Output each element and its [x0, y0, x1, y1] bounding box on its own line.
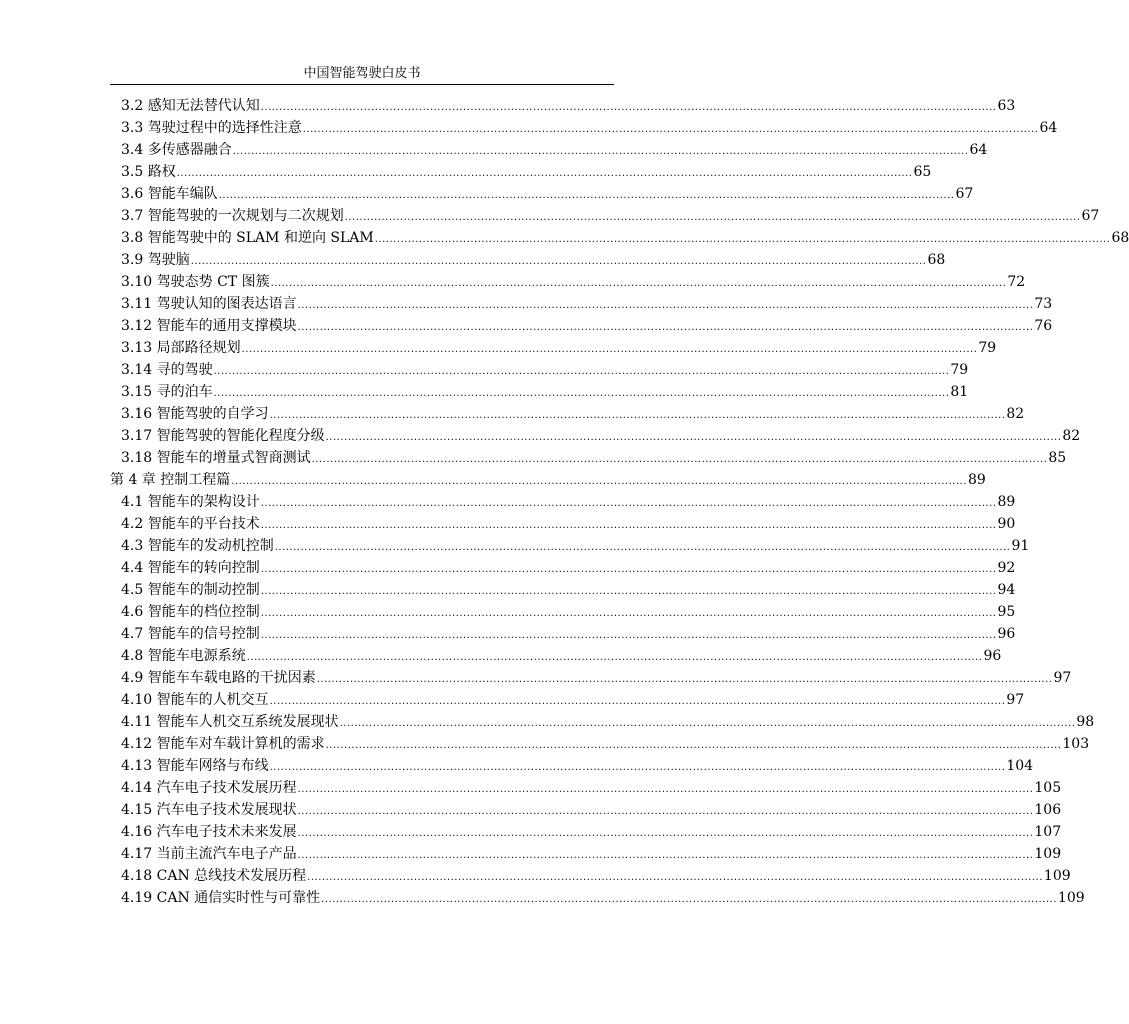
toc-entry[interactable] — [121, 227, 1129, 249]
toc-entry-page: 68 — [927, 252, 946, 268]
toc-entry[interactable] — [121, 843, 1062, 865]
running-header: 中国智能驾驶白皮书 — [303, 66, 421, 81]
toc-entry-title: 4.10 智能车的人机交互 — [121, 692, 269, 708]
toc-leader-dots: ........................................................................................................................................................................................................ — [325, 432, 1062, 443]
toc-entry[interactable] — [121, 799, 1062, 821]
toc-entry[interactable] — [121, 667, 1072, 689]
toc-entry-page: 67 — [1081, 208, 1100, 224]
toc-entry-page: 64 — [1039, 120, 1058, 136]
toc-leader-dots: ........................................................................................................................................................................................................ — [297, 322, 1034, 333]
toc-entry[interactable] — [121, 777, 1062, 799]
toc-entry[interactable] — [121, 491, 1016, 513]
toc-entry-title: 4.8 智能车电源系统 — [121, 648, 246, 664]
toc-leader-dots: ........................................................................................................................................................................................................ — [218, 190, 955, 201]
toc-leader-dots: ........................................................................................................................................................................................................ — [297, 784, 1034, 795]
toc-leader-dots: ........................................................................................................................................................................................................ — [316, 674, 1053, 685]
toc-entry-page: 104 — [1006, 758, 1034, 774]
toc-entry[interactable] — [121, 293, 1053, 315]
toc-entry-page: 73 — [1034, 296, 1053, 312]
toc-leader-dots: ........................................................................................................................................................................................................ — [213, 388, 950, 399]
toc-entry-page: 82 — [1006, 406, 1025, 422]
toc-entry-title: 3.2 感知无法替代认知 — [121, 98, 260, 114]
toc-entry[interactable] — [121, 821, 1062, 843]
toc-entry[interactable] — [121, 711, 1095, 733]
toc-entry[interactable] — [121, 403, 1025, 425]
toc-entry[interactable] — [121, 733, 1090, 755]
toc-leader-dots: ........................................................................................................................................................................................................ — [321, 894, 1057, 905]
toc-entry-title: 4.16 汽车电子技术未来发展 — [121, 824, 297, 840]
toc-entry-title: 3.11 驾驶认知的图表达语言 — [121, 296, 297, 312]
toc-leader-dots: ........................................................................................................................................................................................................ — [297, 300, 1034, 311]
toc-leader-dots: ........................................................................................................................................................................................................ — [344, 212, 1081, 223]
toc-entry-page: 90 — [997, 516, 1016, 532]
toc-entry-title: 4.7 智能车的信号控制 — [121, 626, 260, 642]
toc-leader-dots: ........................................................................................................................................................................................................ — [307, 872, 1043, 883]
toc-entry-title: 3.16 智能驾驶的自学习 — [121, 406, 269, 422]
toc-entry-title: 3.10 驾驶态势 CT 图簇 — [121, 274, 270, 290]
toc-entry-title: 4.15 汽车电子技术发展现状 — [121, 802, 297, 818]
toc-entry[interactable] — [121, 755, 1034, 777]
toc-entry-title: 3.18 智能车的增量式智商测试 — [121, 450, 311, 466]
toc-entry-title: 3.13 局部路径规划 — [121, 340, 241, 356]
toc-entry-title: 4.3 智能车的发动机控制 — [121, 538, 274, 554]
toc-entry[interactable] — [121, 271, 1026, 293]
header-rule — [110, 84, 614, 85]
toc-entry-page: 72 — [1007, 274, 1026, 290]
toc-entry-page: 63 — [997, 98, 1016, 114]
toc-leader-dots: ........................................................................................................................................................................................................ — [311, 454, 1048, 465]
toc-entry-page: 95 — [997, 604, 1016, 620]
toc-entry-title: 3.8 智能驾驶中的 SLAM 和逆向 SLAM — [121, 230, 374, 246]
toc-entry[interactable] — [121, 315, 1053, 337]
toc-entry-page: 82 — [1062, 428, 1081, 444]
toc-leader-dots: ........................................................................................................................................................................................................ — [269, 762, 1006, 773]
toc-entry[interactable] — [121, 887, 1085, 909]
toc-leader-dots: ........................................................................................................................................................................................................ — [297, 806, 1034, 817]
toc-entry[interactable] — [121, 645, 1002, 667]
toc-entry-page: 65 — [913, 164, 932, 180]
toc-entry-page: 92 — [997, 560, 1016, 576]
toc-entry-page: 67 — [955, 186, 974, 202]
toc-entry-title: 3.14 寻的驾驶 — [121, 362, 213, 378]
toc-entry-page: 105 — [1034, 780, 1062, 796]
toc-entry[interactable] — [121, 535, 1030, 557]
toc-entry[interactable] — [121, 557, 1016, 579]
toc-entry[interactable] — [121, 447, 1067, 469]
toc-entry-page: 79 — [950, 362, 969, 378]
toc-entry[interactable] — [121, 183, 974, 205]
toc-leader-dots: ........................................................................................................................................................................................................ — [269, 410, 1006, 421]
toc-entry-title: 4.6 智能车的档位控制 — [121, 604, 260, 620]
toc-entry-page: 109 — [1043, 868, 1071, 884]
toc-entry-title: 3.12 智能车的通用支撑模块 — [121, 318, 297, 334]
toc-entry-page: 98 — [1076, 714, 1095, 730]
toc-entry-page: 79 — [978, 340, 997, 356]
toc-leader-dots: ........................................................................................................................................................................................................ — [270, 278, 1007, 289]
toc-leader-dots: ........................................................................................................................................................................................................ — [260, 520, 997, 531]
toc-leader-dots: ........................................................................................................................................................................................................ — [260, 586, 997, 597]
toc-entry-title: 4.13 智能车网络与布线 — [121, 758, 269, 774]
toc-entry[interactable] — [121, 139, 988, 161]
toc-entry-title: 3.3 驾驶过程中的选择性注意 — [121, 120, 302, 136]
toc-leader-dots: ........................................................................................................................................................................................................ — [274, 542, 1011, 553]
toc-entry[interactable] — [121, 601, 1016, 623]
toc-entry-title: 4.11 智能车人机交互系统发展现状 — [121, 714, 339, 730]
toc-entry-title: 3.17 智能驾驶的智能化程度分级 — [121, 428, 325, 444]
toc-entry[interactable] — [121, 513, 1016, 535]
toc-entry-title: 4.1 智能车的架构设计 — [121, 494, 260, 510]
toc-leader-dots: ........................................................................................................................................................................................................ — [241, 344, 978, 355]
toc-leader-dots: ........................................................................................................................................................................................................ — [269, 696, 1006, 707]
toc-leader-dots: ........................................................................................................................................................................................................ — [302, 124, 1039, 135]
toc-leader-dots: ........................................................................................................................................................................................................ — [260, 564, 997, 575]
toc-entry-page: 89 — [968, 472, 986, 488]
toc-entry-title: 4.18 CAN 总线技术发展历程 — [121, 868, 307, 884]
toc-entry-title: 3.7 智能驾驶的一次规划与二次规划 — [121, 208, 344, 224]
toc-entry[interactable] — [121, 337, 997, 359]
toc-entry-title: 4.5 智能车的制动控制 — [121, 582, 260, 598]
toc-entry[interactable] — [121, 205, 1100, 227]
toc-entry[interactable] — [121, 579, 1016, 601]
toc-entry-page: 89 — [997, 494, 1016, 510]
toc-entry-title: 4.17 当前主流汽车电子产品 — [121, 846, 297, 862]
toc-entry-page: 106 — [1034, 802, 1062, 818]
toc-leader-dots: ........................................................................................................................................................................................................ — [260, 608, 997, 619]
toc-entry[interactable] — [121, 623, 1016, 645]
toc-entry-page: 96 — [983, 648, 1002, 664]
toc-entry[interactable] — [121, 689, 1025, 711]
toc-leader-dots: ........................................................................................................................................................................................................ — [374, 234, 1111, 245]
toc-entry[interactable] — [121, 117, 1058, 139]
toc-entry[interactable] — [121, 381, 969, 403]
toc-entry-title: 3.15 寻的泊车 — [121, 384, 213, 400]
toc-entry-title: 4.2 智能车的平台技术 — [121, 516, 260, 532]
toc-entry[interactable] — [121, 95, 1016, 117]
toc-entry-title: 4.14 汽车电子技术发展历程 — [121, 780, 297, 796]
toc-leader-dots: ........................................................................................................................................................................................................ — [325, 740, 1062, 751]
toc-leader-dots: ........................................................................................................................................................................................................ — [231, 476, 968, 487]
toc-entry-title: 3.4 多传感器融合 — [121, 142, 232, 158]
toc-entry-page: 109 — [1034, 846, 1062, 862]
toc-leader-dots: ........................................................................................................................................................................................................ — [339, 718, 1076, 729]
toc-leader-dots: ........................................................................................................................................................................................................ — [246, 652, 983, 663]
toc-entry-title: 3.5 路权 — [121, 164, 176, 180]
toc-leader-dots: ........................................................................................................................................................................................................ — [260, 102, 997, 113]
toc-entry[interactable] — [121, 865, 1071, 887]
toc-entry-page: 96 — [997, 626, 1016, 642]
toc-leader-dots: ........................................................................................................................................................................................................ — [190, 256, 927, 267]
toc-leader-dots: ........................................................................................................................................................................................................ — [232, 146, 969, 157]
toc-entry-page: 81 — [950, 384, 969, 400]
toc-entry[interactable] — [121, 161, 932, 183]
toc-leader-dots: ........................................................................................................................................................................................................ — [176, 168, 913, 179]
toc-entry-page: 91 — [1011, 538, 1030, 554]
toc-entry-title: 4.9 智能车车载电路的干扰因素 — [121, 670, 316, 686]
toc-entry[interactable] — [121, 425, 1081, 447]
toc-entry[interactable] — [121, 359, 969, 381]
toc-leader-dots: ........................................................................................................................................................................................................ — [297, 828, 1034, 839]
toc-entry-page: 85 — [1048, 450, 1067, 466]
toc-leader-dots: ........................................................................................................................................................................................................ — [297, 850, 1034, 861]
toc-leader-dots: ........................................................................................................................................................................................................ — [213, 366, 950, 377]
toc-entry-page: 64 — [969, 142, 988, 158]
toc-entry-title: 第 4 章 控制工程篇 — [110, 472, 231, 488]
toc-entry-title: 4.19 CAN 通信实时性与可靠性 — [121, 890, 321, 906]
toc-entry-title: 3.6 智能车编队 — [121, 186, 218, 202]
toc-entry-title: 4.12 智能车对车载计算机的需求 — [121, 736, 325, 752]
toc-entry-title: 3.9 驾驶脑 — [121, 252, 190, 268]
toc-entry-title: 4.4 智能车的转向控制 — [121, 560, 260, 576]
toc-entry-page: 107 — [1034, 824, 1062, 840]
toc-leader-dots: ........................................................................................................................................................................................................ — [260, 498, 997, 509]
toc-entry[interactable] — [110, 469, 986, 491]
toc-entry-page: 94 — [997, 582, 1016, 598]
toc-entry-page: 68 — [1111, 230, 1129, 246]
toc-entry-page: 97 — [1053, 670, 1072, 686]
toc-entry-page: 97 — [1006, 692, 1025, 708]
toc-entry[interactable] — [121, 249, 946, 271]
toc-entry-page: 103 — [1062, 736, 1090, 752]
toc-entry-page: 109 — [1057, 890, 1085, 906]
toc-entry-page: 76 — [1034, 318, 1053, 334]
toc-leader-dots: ........................................................................................................................................................................................................ — [260, 630, 997, 641]
